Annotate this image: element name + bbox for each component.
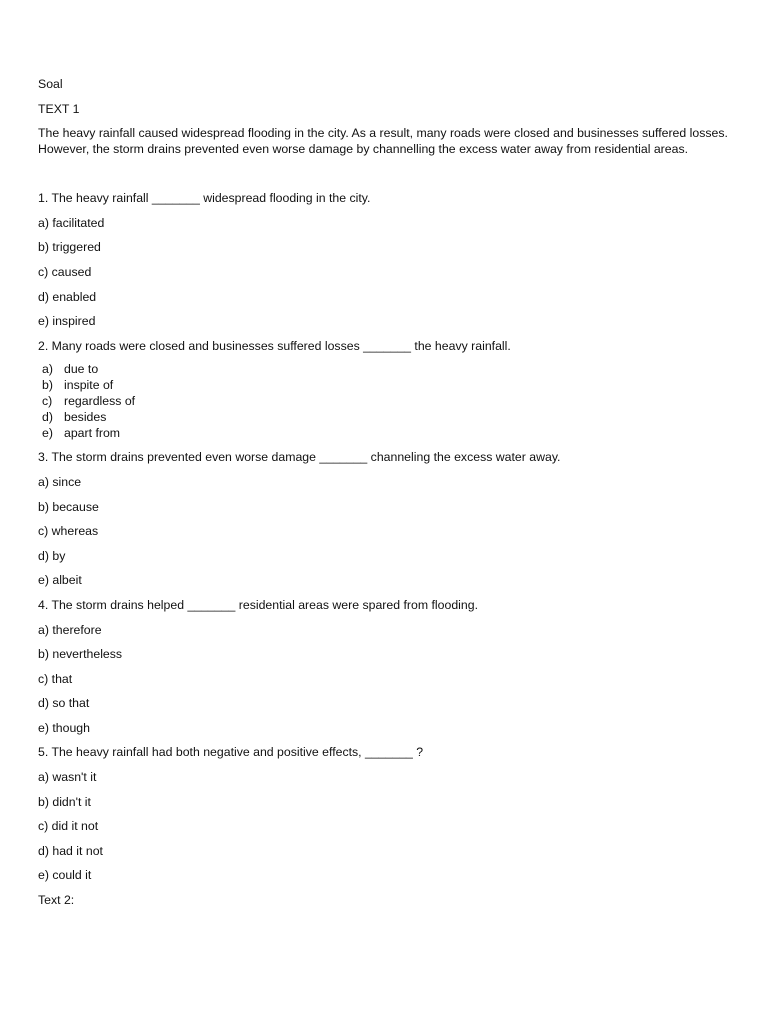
question-1-option-a: a) facilitated	[38, 215, 105, 230]
document-title: Soal	[38, 77, 63, 91]
option-text: regardless of	[64, 394, 136, 409]
question-1-option-d: d) enabled	[38, 289, 97, 304]
option-text: inspite of	[64, 378, 114, 393]
question-5-option-e: e) could it	[38, 868, 92, 883]
option-letter: d)	[42, 410, 53, 425]
option-text: besides	[64, 410, 107, 425]
question-3-prompt: 3. The storm drains prevented even worse damage _______ channeling the excess water away.	[38, 450, 561, 465]
option-text: apart from	[64, 426, 121, 441]
question-5-option-b: b) didn't it	[38, 794, 91, 809]
question-1-prompt: 1. The heavy rainfall _______ widespread flooding in the city.	[38, 191, 371, 206]
question-4-option-e: e) though	[38, 720, 90, 735]
question-3-option-e: e) albeit	[38, 573, 82, 588]
option-letter: e)	[42, 426, 53, 441]
option-letter: c)	[42, 394, 53, 409]
question-5-option-c: c) did it not	[38, 819, 99, 834]
question-3-option-b: b) because	[38, 499, 99, 514]
question-1-option-b: b) triggered	[38, 240, 101, 255]
question-1-option-e: e) inspired	[38, 314, 96, 329]
question-3-option-c: c) whereas	[38, 524, 99, 539]
question-2-option-b	[38, 377, 738, 393]
option-text: due to	[64, 362, 99, 377]
question-2-prompt: 2. Many roads were closed and businesses suffered losses _______ the heavy rainfall.	[38, 338, 511, 353]
question-2-option-e	[38, 425, 738, 441]
question-3-option-d: d) by	[38, 548, 66, 563]
question-4-option-a: a) therefore	[38, 622, 102, 637]
question-2-options	[38, 361, 738, 441]
reading-passage: The heavy rainfall caused widespread flooding in the city. As a result, many roads were closed and businesses suffered losses. However, the storm drains prevented even worse damage by channelling the excess water away from residential areas.	[38, 126, 732, 157]
question-4-option-b: b) nevertheless	[38, 647, 123, 662]
question-4-prompt: 4. The storm drains helped _______ residential areas were spared from flooding.	[38, 597, 478, 612]
question-1-option-c: c) caused	[38, 264, 92, 279]
question-2-option-d	[38, 409, 738, 425]
option-letter: b)	[42, 378, 53, 393]
question-5-option-a: a) wasn't it	[38, 770, 97, 785]
question-2-option-a	[38, 361, 738, 377]
section-heading-text-1: TEXT 1	[38, 101, 80, 116]
question-2-option-c	[38, 393, 738, 409]
option-letter: a)	[42, 362, 53, 377]
question-5-prompt: 5. The heavy rainfall had both negative and positive effects, _______ ?	[38, 745, 424, 760]
document-page	[38, 76, 738, 917]
question-3-option-a: a) since	[38, 474, 82, 489]
question-4-option-c: c) that	[38, 671, 73, 686]
question-4-option-d: d) so that	[38, 696, 90, 711]
section-heading-text-2: Text 2:	[38, 893, 75, 908]
question-5-option-d: d) had it not	[38, 843, 103, 858]
